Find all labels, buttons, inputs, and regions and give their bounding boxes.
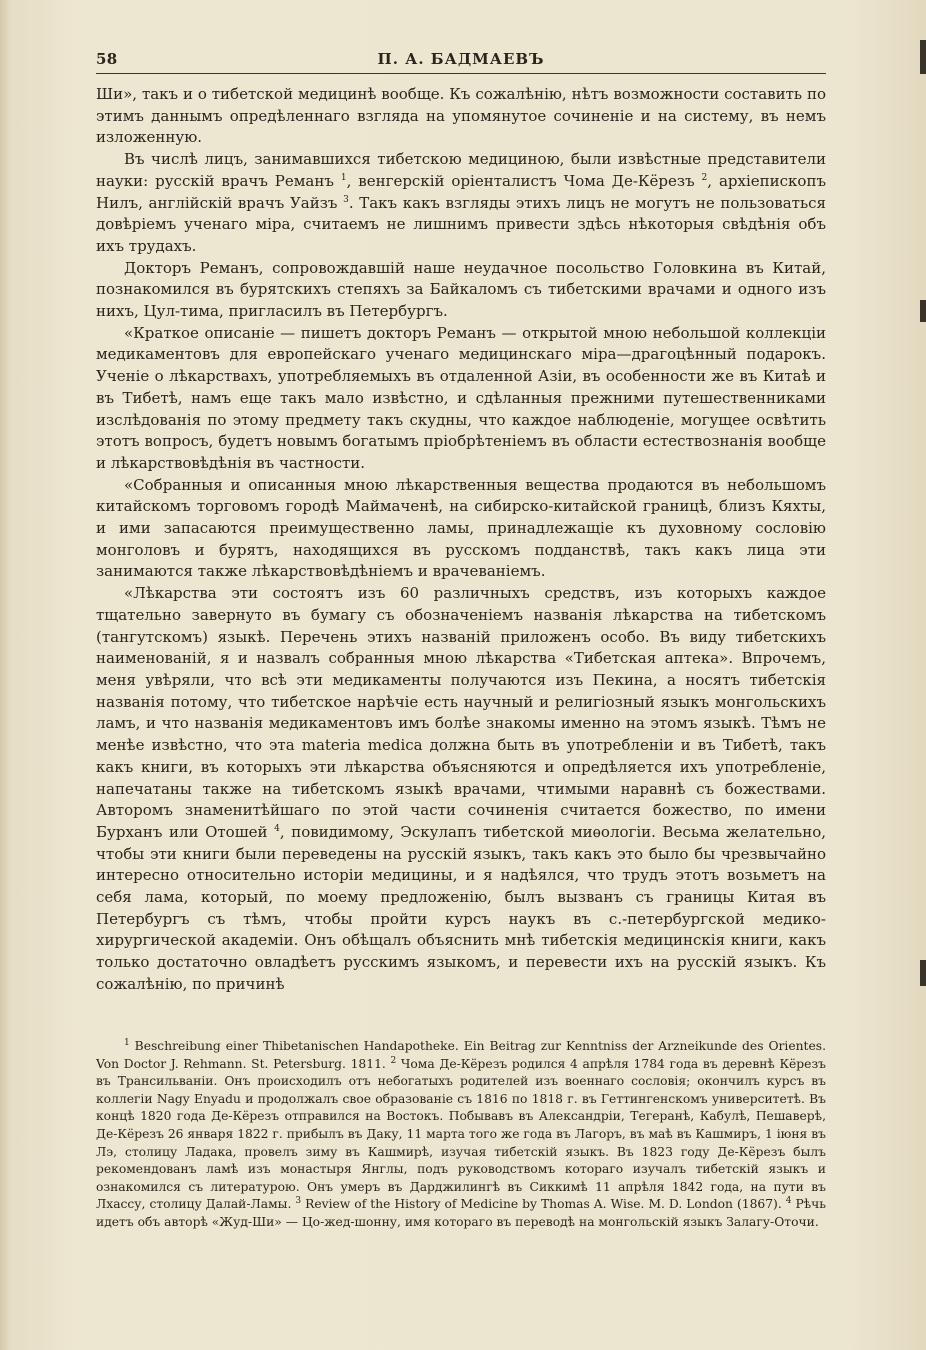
main-text (96, 84, 826, 996)
paragraph: «Лѣкарства эти состоятъ изъ 60 различныхъ средствъ, изъ которыхъ каждое тщательно завернуто въ бумагу съ обозначеніемъ названія лѣкарства на тибетскомъ (тангутскомъ) языкѣ. Перечень этихъ названій приложенъ особо. Въ виду тибетскихъ наименованій, я и назвалъ собранныя мною лѣкарства «Тибетская аптека». Впрочемъ, меня увѣряли, что всѣ эти медикаменты получаются изъ Пекина, а носятъ тибетскія названія потому, что тибетское нарѣчіе есть научный и религіозный языкъ монгольскихъ ламъ, и что названія медикаментовъ имъ болѣе знакомы именно на этомъ языкѣ. Тѣмъ не менѣе извѣстно, что эта materia medica должна быть въ употребленіи и въ Тибетѣ, такъ какъ книги, въ которыхъ эти лѣкарства объясняются и опредѣляется ихъ употребленіе, напечатаны также на тибетскомъ языкѣ врачами, чтимыми наравнѣ съ божествами. Авторомъ знаменитѣйшаго по этой части сочиненія считается божество, по имени Бурханъ или Отошей $^4$, повидимому, Эскулапъ тибетской миѳологіи. Весьма желательно, чтобы эти книги были переведены на русскій языкъ, такъ какъ это было бы чрезвычайно интересно относительно исторіи медицины, и я надѣялся, что трудъ этотъ возьметъ на себя лама, который, по моему предложенію, былъ вызванъ съ границы Китая въ Петербургъ съ тѣмъ, чтобы пройти курсъ наукъ въ с.-петербургской медико-хирургической академіи. Онъ обѣщалъ объяснить мнѣ тибетскія медицинскія книги, какъ только достаточно овладѣетъ русскимъ языкомъ, и перевести ихъ на русскій языкъ. Къ сожалѣнію, по причинѣ (96, 584, 826, 993)
footnote-marker: 4 (274, 823, 280, 834)
footnote-marker: 3 (343, 194, 349, 205)
paragraph: «Краткое описаніе — пишетъ докторъ Реманъ — открытой мною небольшой коллекціи медикаментовъ для европейскаго ученаго медицинскаго міра—драгоцѣнный подарокъ. Ученіе о лѣкарствахъ, употребляемыхъ въ отдаленной Азіи, въ особенности же въ Китаѣ и въ Тибетѣ, намъ еще такъ мало извѣстно, и сдѣланныя прежними путешественниками изслѣдованія по этому предмету такъ скудны, что каждое наблюденіе, могущее освѣтить этотъ вопросъ, будетъ новымъ богатымъ пріобрѣтеніемъ въ области естествознанія вообще и лѣкарствовѣдѣнія въ частности. (96, 323, 826, 472)
footnote-marker: 1 (124, 1037, 130, 1048)
footnote-text: $^1$ Beschreibung einer Thibetanischen Handapotheke. Ein Beitrag zur Kenntniss der Arzneikunde des Orientes. Von Doctor J. Rehmann. St. Petersburg. 1811. $^2$ Чома Де-Кёрезъ родился 4 апрѣля 1784 года въ деревнѣ Кёрезъ въ Трансильваніи. Онъ происходилъ отъ небогатыхъ родителей изъ военнаго сословія; окончилъ курсъ въ коллегіи Nagy Enyadu и продолжалъ свое образованіе съ 1816 по 1818 г. въ Геттингенскомъ университетѣ. Въ концѣ 1820 года Де-Кёрезъ отправился на Востокъ. Побывавъ въ Александріи, Тегеранѣ, Кабулѣ, Пешаверѣ, Де-Кёрезъ 26 января 1822 г. прибылъ въ Даку, 11 марта того же года въ Лагоръ, въ маѣ въ Кашмиръ, 1 іюня въ Лэ, столицу Ладака, провелъ зиму въ Кашмирѣ, изучая тибетскій языкъ. Въ 1823 году Де-Кёрезъ былъ рекомендованъ ламѣ изъ монастыря Янглы, подъ руководствомъ котораго изучалъ тибетскій языкъ и ознакомился съ литературою. Онъ умеръ въ Дарджилингѣ въ Сиккимѣ 11 апрѣля 1842 года, на пути въ Лхассу, столицу Далай-Ламы. $^3$ Review of the History of Medicine by Thomas A. Wise. M. D. London (1867). $^4$ Рѣчь идетъ объ авторѣ «Жуд-Ши» — Цо-жед-шонну, имя котораго въ переводѣ на монгольскій языкъ Залагу-Оточи. (96, 1037, 826, 1229)
footnote-marker: 2 (701, 172, 708, 183)
paragraph: Въ числѣ лицъ, занимавшихся тибетскою медициною, были извѣстные представители науки: русскій врачъ Реманъ $^1$, венгерскій оріенталистъ Чома Де-Кёрезъ $^2$, архіепископъ Нилъ, англійскій врачъ Уайзъ $^3$. Такъ какъ взгляды этихъ лицъ не могутъ не пользоваться довѣріемъ ученаго міра, считаемъ не лишнимъ привести здѣсь нѣкоторыя свѣдѣнія объ ихъ трудахъ. (96, 150, 827, 255)
paragraph: «Собранныя и описанныя мною лѣкарственныя вещества продаются въ небольшомъ китайскомъ торговомъ городѣ Маймаченѣ, на сибирско-китайской границѣ, близъ Кяхты, и ими запасаются преимущественно ламы, принадлежащіе къ духовному сословію монголовъ и бурятъ, находящихся въ русскомъ подданствѣ, такъ какъ лица эти занимаются также лѣкарствовѣдѣніемъ и врачеваніемъ. (96, 475, 826, 581)
footnote-marker: 4 (785, 1196, 792, 1207)
footnote-marker: 2 (390, 1055, 397, 1066)
header-rule (96, 73, 826, 74)
edge-mark (920, 300, 926, 322)
running-title: П. А. БАДМАЕВЪ (377, 50, 545, 68)
paragraph: Ши», такъ и о тибетской медицинѣ вообще. Къ сожалѣнію, нѣтъ возможности составить по этимъ даннымъ опредѣленнаго взгляда на упомянутое сочиненіе и на систему, въ немъ изложенную. (96, 85, 826, 147)
page-header (96, 50, 826, 72)
footnote-marker: 3 (295, 1196, 302, 1207)
edge-mark (920, 40, 926, 74)
page-number: 58 (96, 50, 118, 68)
edge-mark (920, 960, 926, 986)
paragraph: Докторъ Реманъ, сопровождавшій наше неудачное посольство Головкина въ Китай, познакомился въ бурятскихъ степяхъ за Байкаломъ съ тибетскими врачами и одного изъ нихъ, Цул-тима, пригласилъ въ Петербургъ. (96, 258, 826, 321)
page-spine-shadow (0, 0, 10, 1350)
footnotes (96, 1038, 826, 1232)
footnote-marker: 1 (340, 172, 347, 183)
